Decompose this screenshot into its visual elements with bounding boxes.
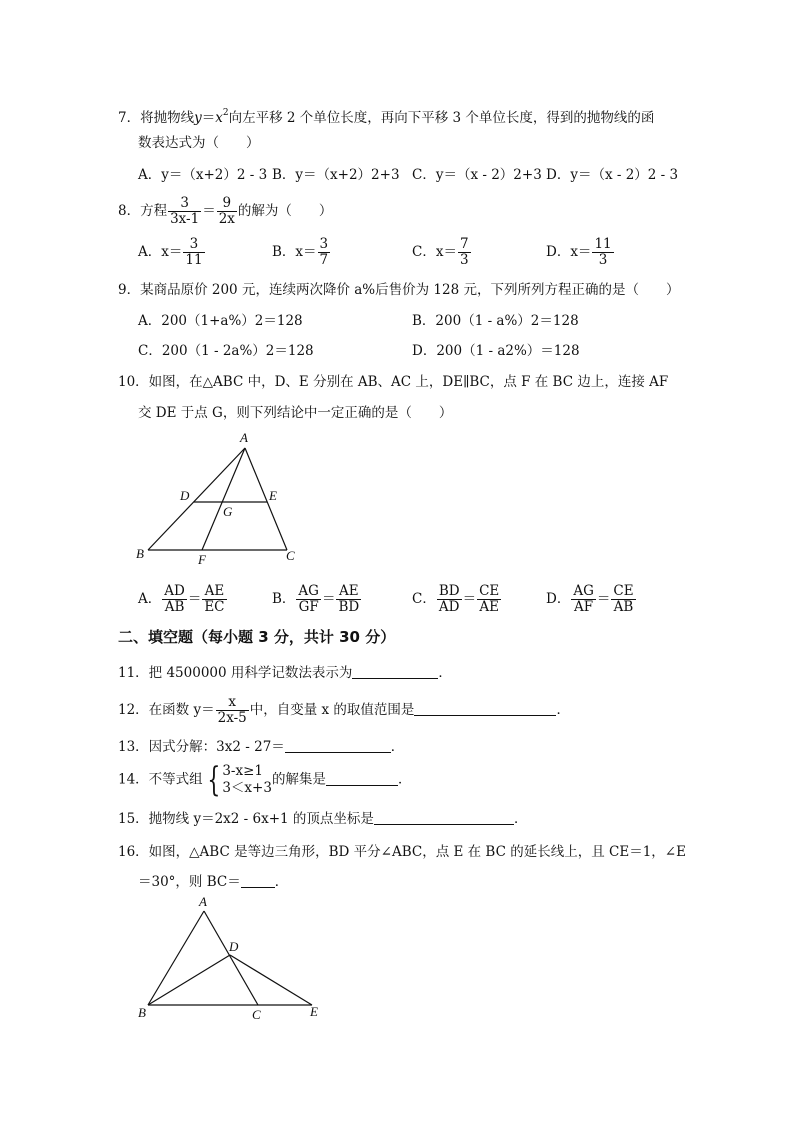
segment-de [230, 955, 312, 1005]
q10-option-b: B． $\frac{AG}{GF}$ ＝ $\frac{AE}{BD}$ [272, 583, 360, 615]
q11-answer-blank[interactable] [352, 664, 438, 679]
q8-option-c: C．x＝ $\frac{7}{3}$ [412, 236, 469, 268]
q10-stem-line1: 10．如图，在△ABC 中，D、E 分别在 AB、AC 上，DE∥BC，点 F 在 BC 边上，连接 AF [118, 374, 669, 390]
q7-option-b: B．y＝（x+2）2+3 [272, 167, 400, 183]
q16-stem-line2: ＝30°，则 BC＝ ． [138, 874, 289, 890]
q12-answer-blank[interactable] [414, 701, 556, 716]
label-g: G [223, 504, 233, 519]
q14-answer-blank[interactable] [326, 771, 398, 786]
q13-answer-blank[interactable] [285, 738, 391, 753]
edge-ab [148, 911, 204, 1005]
q8-stem: 8．方程 $\frac{3}{3x-1}$ ＝ $\frac{9}{2x}$ 的解为（ ） [118, 195, 333, 227]
q9-option-c: C．200（1 - 2a%）2＝128 [138, 343, 314, 359]
q10-triangle-figure [130, 428, 310, 570]
label-e: E [269, 488, 277, 503]
q7-option-a: A．y＝（x+2）2 - 3 [138, 167, 268, 183]
label-b: B [138, 1005, 146, 1020]
q9-stem: 9．某商品原价 200 元，连续两次降价 a%后售价为 128 元，下列所列方程正确的是（ ） [118, 282, 680, 298]
q11-stem: 11．把 4500000 用科学记数法表示为 ． [118, 665, 452, 681]
q15-answer-blank[interactable] [374, 810, 514, 825]
inequality-system: 3-x≥1 3＜x+3 [222, 763, 272, 796]
q7-stem-line1: 7．将抛物线$y=x^2$向左平移 2 个单位长度，再向下平移 3 个单位长度，得到的抛物线的函 [118, 108, 655, 126]
q8-option-d: D．x＝ $\frac{11}{3}$ [546, 236, 612, 268]
q8-option-b: B．x＝ $\frac{3}{7}$ [272, 236, 329, 268]
q16-answer-blank[interactable] [241, 873, 275, 888]
label-d: D [229, 939, 239, 954]
q7-option-d: D．y＝（x - 2）2 - 3 [546, 167, 679, 183]
brace-icon: { [207, 760, 220, 800]
q7-stem-line2: 数表达式为（ ） [138, 135, 260, 151]
q10-stem-line2: 交 DE 于点 G，则下列结论中一定正确的是（ ） [138, 405, 453, 421]
q10-option-a: A． $\frac{AD}{AB}$ ＝ $\frac{AE}{EC}$ [138, 583, 225, 615]
label-a: A [240, 430, 248, 445]
q13-stem: 13．因式分解：3x2 - 27＝ ． [118, 739, 405, 755]
section-title-fill-in: 二、填空题（每小题 3 分，共计 30 分） [118, 628, 396, 646]
segment-af [202, 448, 245, 550]
q14-stem: 14．不等式组 { 3-x≥1 3＜x+3 的解集是 ． [118, 760, 412, 800]
edge-ac [204, 911, 258, 1005]
q9-option-d: D．200（1 - a2%）＝128 [412, 343, 580, 359]
q16-stem-line1: 16．如图，△ABC 是等边三角形，BD 平分∠ABC，点 E 在 BC 的延长线上，且 CE＝1，∠E [118, 844, 686, 860]
q8-fraction-1: $\frac{3}{3x-1}$ [170, 195, 200, 227]
q12-stem: 12．在函数 y＝ $\frac{x}{2x-5}$ 中，自变量 x 的取值范围是 ． [118, 694, 570, 726]
q16-triangle-figure [130, 893, 330, 1028]
label-c: C [252, 1007, 261, 1022]
q8-fraction-2: $\frac{9}{2x}$ [218, 195, 235, 227]
label-f: F [198, 552, 206, 567]
q10-option-c: C． $\frac{BD}{AD}$ ＝ $\frac{CE}{AE}$ [412, 583, 500, 615]
q9-option-b: B．200（1 - a%）2＝128 [412, 313, 579, 329]
q7-option-c: C．y＝（x - 2）2+3 [412, 167, 542, 183]
q9-option-a: A．200（1+a%）2＝128 [138, 313, 303, 329]
label-b: B [136, 546, 144, 561]
q10-option-d: D． $\frac{AG}{AF}$ ＝ $\frac{CE}{AB}$ [546, 583, 634, 615]
q15-stem: 15．抛物线 y＝2x2 - 6x+1 的顶点坐标是 ． [118, 811, 528, 827]
label-a: A [199, 894, 207, 909]
segment-bd [148, 955, 230, 1005]
edge-ab [148, 448, 245, 550]
label-c: C [286, 548, 295, 563]
q12-fraction: $\frac{x}{2x-5}$ [217, 694, 247, 726]
q8-option-a: A．x＝ $\frac{3}{11}$ [138, 236, 203, 268]
edge-ac [245, 448, 287, 550]
label-d: D [180, 488, 190, 503]
label-e: E [310, 1004, 318, 1019]
